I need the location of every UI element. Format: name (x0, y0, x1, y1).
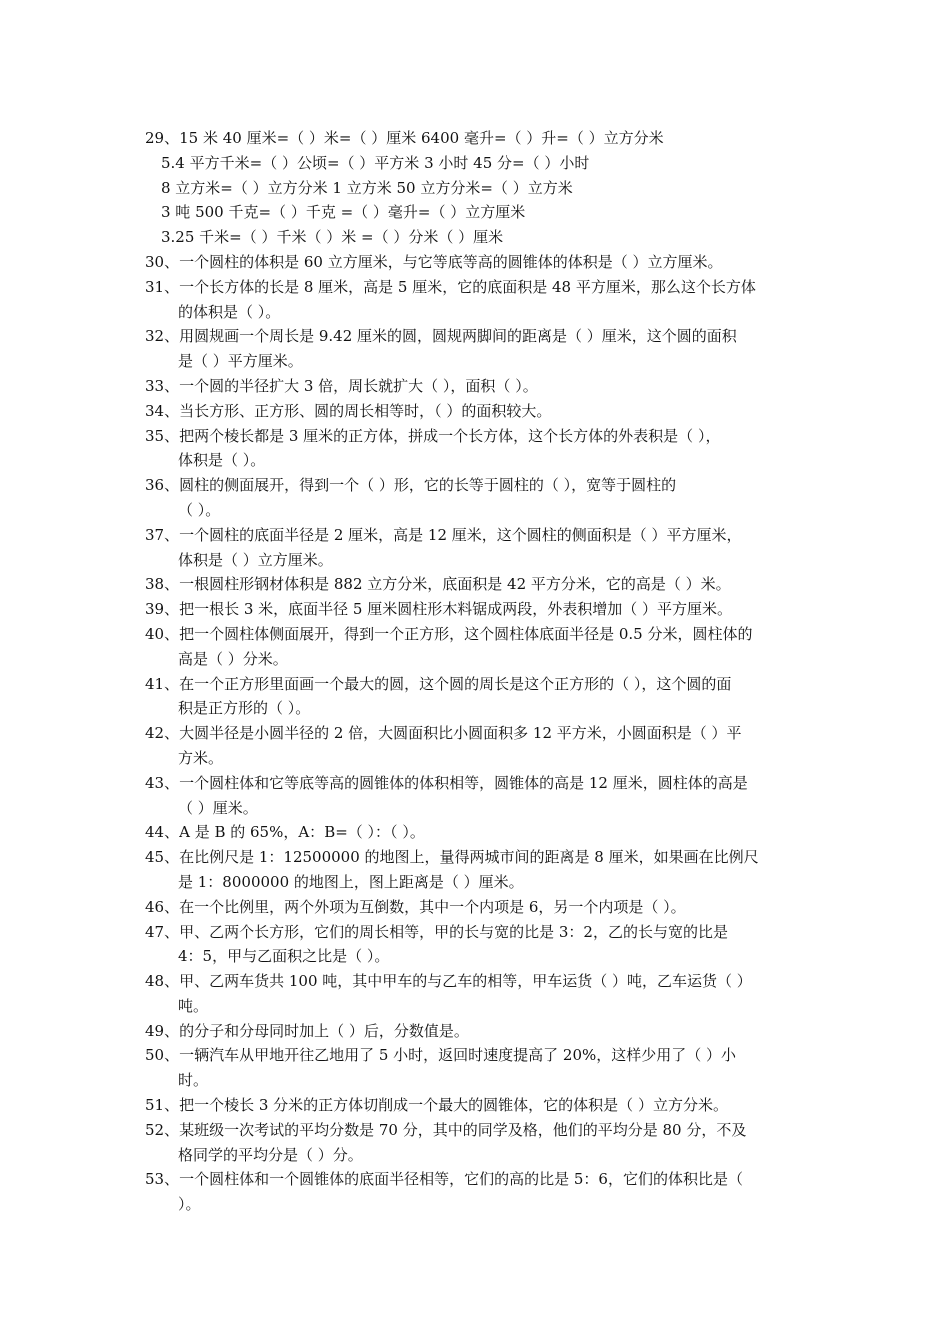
question-39-line-1: 39、把一根长 3 米，底面半径 5 厘米圆柱形木料锯成两段，外表积增加（ ）平方厘米。 (145, 600, 733, 619)
question-44-line-1: 44、A 是 B 的 65%，A：B=（ ）：（ ）。 (145, 823, 425, 842)
question-36-line-2: （ ）。 (178, 500, 221, 519)
question-29-line-1: 29、15 米 40 厘米=（ ）米=（ ）厘米 6400 毫升=（ ）升=（ ）立方分米 (145, 129, 664, 147)
question-42 (145, 721, 815, 771)
question-36-line-1: 36、圆柱的侧面展开，得到一个（ ）形，它的长等于圆柱的（ ），宽等于圆柱的 (145, 476, 677, 495)
question-29-sub-1: 5.4 平方千米=（ ）公顷=（ ）平方米 3 小时 45 分=（ ）小时 (161, 153, 590, 172)
question-41 (145, 672, 815, 722)
question-50-line-1: 50、一辆汽车从甲地开往乙地用了 5 小时，返回时速度提高了 20%，这样少用了（ ）小 (145, 1046, 737, 1065)
question-43 (145, 771, 815, 821)
question-33 (145, 374, 815, 399)
question-48-line-2: 吨。 (178, 996, 209, 1015)
question-35-line-2: 体积是（ ）。 (178, 451, 266, 470)
question-45-line-2: 是 1：8000000 的地图上，图上距离是（ ）厘米。 (178, 872, 524, 891)
question-38-line-1: 38、一根圆柱形钢材体积是 882 立方分米，底面积是 42 平方分米，它的高是（ ）米。 (145, 575, 731, 594)
question-52-line-2: 格同学的平均分是（ ）分。 (178, 1145, 363, 1164)
question-list (145, 126, 815, 1217)
question-53 (145, 1167, 815, 1217)
question-36 (145, 473, 815, 523)
question-42-line-1: 42、大圆半径是小圆半径的 2 倍，大圆面积比小圆面积多 12 平方米，小圆面积是（ ）平 (145, 724, 742, 743)
question-30-line-1: 30、一个圆柱的体积是 60 立方厘米，与它等底等高的圆锥体的体积是（ ）立方厘米。 (145, 252, 723, 271)
question-33-line-1: 33、一个圆的半径扩大 3 倍，周长就扩大（ ），面积（ ）。 (145, 376, 538, 395)
question-50 (145, 1043, 815, 1093)
question-45 (145, 845, 815, 895)
question-37 (145, 523, 815, 573)
question-30 (145, 250, 815, 275)
question-37-line-1: 37、一个圆柱的底面半径是 2 厘米，高是 12 厘米，这个圆柱的侧面积是（ ）平方厘米， (145, 525, 742, 544)
question-47-line-1: 47、甲、乙两个长方形，它们的周长相等，甲的长与宽的比是 3：2，乙的长与宽的比是 (145, 922, 728, 941)
question-43-line-2: （ ）厘米。 (178, 798, 258, 817)
question-43-line-1: 43、一个圆柱体和它等底等高的圆锥体的体积相等，圆锥体的高是 12 厘米，圆柱体的高是 (145, 773, 748, 792)
question-31-line-2: 的体积是（ ）。 (178, 302, 281, 321)
question-29 (145, 126, 815, 250)
question-32 (145, 324, 815, 374)
question-51-line-1: 51、把一个棱长 3 分米的正方体切削成一个最大的圆锥体，它的体积是（ ）立方分米。 (145, 1096, 728, 1115)
question-34-line-1: 34、当长方形、正方形、圆的周长相等时，（ ）的面积较大。 (145, 401, 552, 420)
question-40-line-1: 40、把一个圆柱体侧面展开，得到一个正方形，这个圆柱体底面半径是 0.5 分米，圆柱体的 (145, 624, 753, 643)
question-48 (145, 969, 815, 1019)
question-31-line-1: 31、一个长方体的长是 8 厘米，高是 5 厘米，它的底面积是 48 平方厘米，那么这个长方体 (145, 277, 756, 296)
question-40-line-2: 高是（ ）分米。 (178, 649, 288, 668)
question-46 (145, 895, 815, 920)
question-38 (145, 572, 815, 597)
question-45-line-1: 45、在比例尺是 1：12500000 的地图上，量得两城市间的距离是 8 厘米，如果画在比例尺 (145, 848, 759, 867)
question-49 (145, 1019, 815, 1044)
question-53-line-2: ）。 (178, 1195, 201, 1214)
question-47-line-2: 4：5，甲与乙面积之比是（ ）。 (178, 947, 390, 966)
question-32-line-1: 32、用圆规画一个周长是 9.42 厘米的圆，圆规两脚间的距离是（ ）厘米，这个圆的面积 (145, 327, 737, 346)
question-52-line-1: 52、某班级一次考试的平均分数是 70 分，其中的同学及格，他们的平均分是 80 分，不及 (145, 1120, 747, 1139)
question-47 (145, 920, 815, 970)
question-40 (145, 622, 815, 672)
question-37-line-2: 体积是（ ）立方厘米。 (178, 550, 333, 569)
question-50-line-2: 时。 (178, 1071, 209, 1090)
question-52 (145, 1118, 815, 1168)
question-29-sub-2: 8 立方米=（ ）立方分米 1 立方米 50 立方分米=（ ）立方米 (161, 178, 573, 197)
question-48-line-1: 48、甲、乙两车货共 100 吨，其中甲车的与乙车的相等，甲车运货（ ）吨，乙车运货（ ） (145, 972, 752, 991)
question-42-line-2: 方米。 (178, 748, 224, 767)
question-49-line-1: 49、的分子和分母同时加上（ ）后，分数值是。 (145, 1021, 469, 1040)
question-41-line-1: 41、在一个正方形里面画一个最大的圆，这个圆的周长是这个正方形的（ ），这个圆的面 (145, 674, 732, 693)
question-53-line-1: 53、一个圆柱体和一个圆锥体的底面半径相等，它们的高的比是 5：6，它们的体积比是（ (145, 1170, 743, 1189)
question-41-line-2: 积是正方形的（ ）。 (178, 699, 311, 718)
question-29-sub-3: 3 吨 500 千克=（ ）千克 =（ ）毫升=（ ）立方厘米 (161, 203, 526, 222)
question-35-line-1: 35、把两个棱长都是 3 厘米的正方体，拼成一个长方体，这个长方体的外表积是（ ）， (145, 426, 721, 445)
question-34 (145, 399, 815, 424)
question-32-line-2: 是（ ）平方厘米。 (178, 352, 303, 371)
question-44 (145, 820, 815, 845)
question-29-sub-4: 3.25 千米=（ ）千米（ ）米 =（ ）分米（ ）厘米 (161, 228, 504, 247)
question-31 (145, 275, 815, 325)
question-46-line-1: 46、在一个比例里，两个外项为互倒数，其中一个内项是 6，另一个内项是（ ）。 (145, 897, 686, 916)
question-39 (145, 597, 815, 622)
question-51 (145, 1093, 815, 1118)
question-35 (145, 424, 815, 474)
